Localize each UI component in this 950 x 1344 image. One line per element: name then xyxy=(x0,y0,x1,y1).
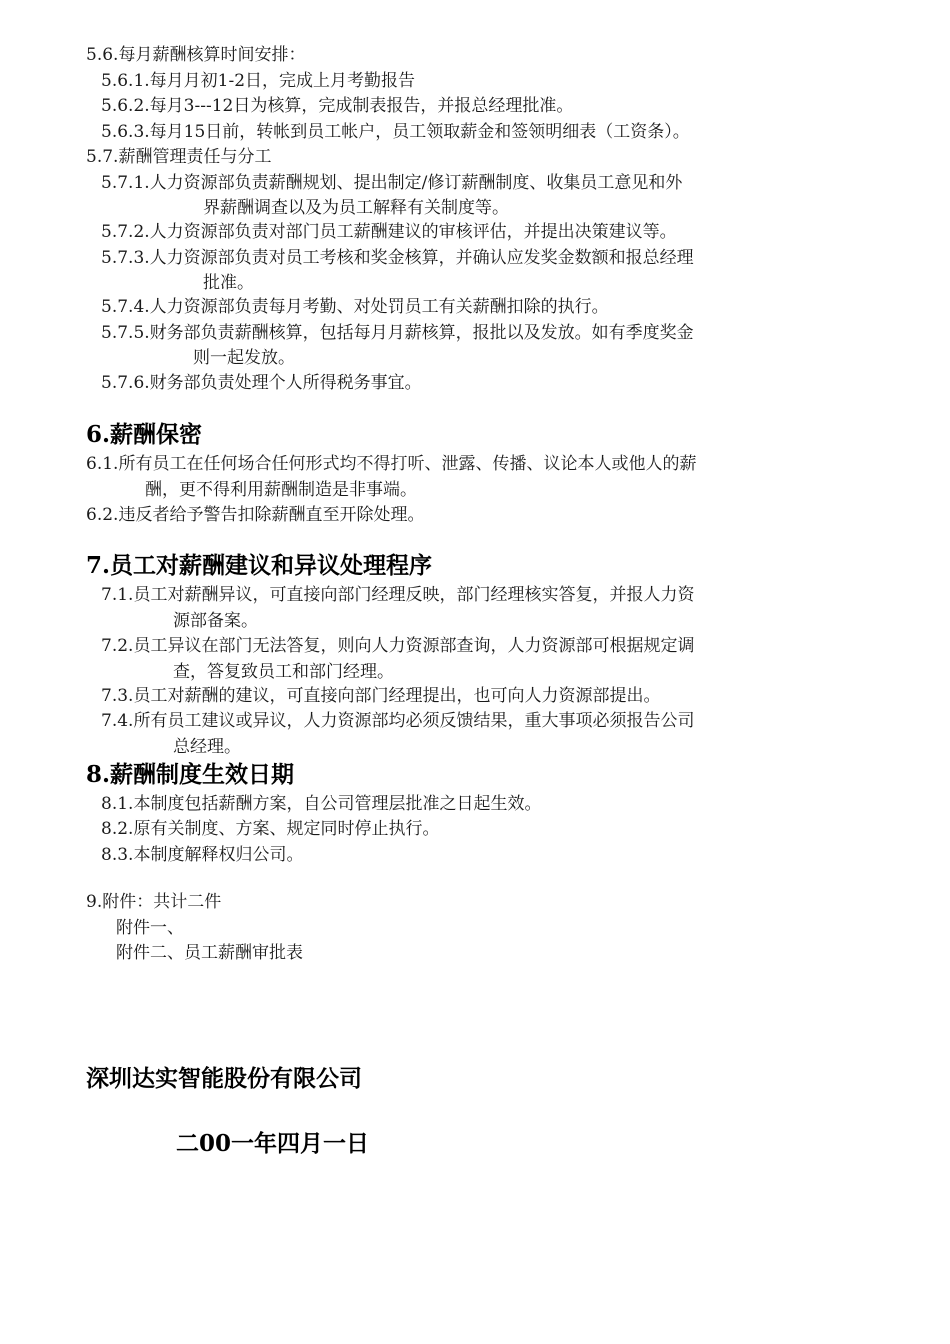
clause-5-7-2: 5.7.2.人力资源部负责对部门员工薪酬建议的审核评估，并提出决策建议等。 xyxy=(101,222,677,242)
clause-5-6: 5.6.每月薪酬核算时间安排： xyxy=(86,45,306,65)
clause-5-7-6: 5.7.6.财务部负责处理个人所得税务事宜。 xyxy=(101,373,422,393)
company-name: 深圳达实智能股份有限公司 xyxy=(86,1065,362,1092)
clause-6-1: 6.1.所有员工在任何场合任何形式均不得打听、泄露、传播、议论本人或他人的薪 xyxy=(86,454,697,474)
clause-6-1-cont: 酬，更不得利用薪酬制造是非事端。 xyxy=(145,480,417,500)
clause-5-7-3-cont: 批准。 xyxy=(203,273,254,293)
clause-5-7-3: 5.7.3.人力资源部负责对员工考核和奖金核算，并确认应发奖金数额和报总经理 xyxy=(101,248,694,268)
clause-5-6-3: 5.6.3.每月15日前，转帐到员工帐户，员工领取薪金和签领明细表（工资条）。 xyxy=(101,122,690,142)
clause-7-1: 7.1.员工对薪酬异议，可直接向部门经理反映，部门经理核实答复，并报人力资 xyxy=(101,585,695,605)
clause-5-6-2: 5.6.2.每月3---12日为核算，完成制表报告，并报总经理批准。 xyxy=(101,96,574,116)
clause-5-7-1: 5.7.1.人力资源部负责薪酬规划、提出制定/修订薪酬制度、收集员工意见和外 xyxy=(101,173,683,193)
clause-7-4-cont: 总经理。 xyxy=(173,737,241,757)
attachments-title: 9.附件：共计二件 xyxy=(86,892,222,912)
attachment-1: 附件一、 xyxy=(116,918,184,938)
clause-7-1-cont: 源部备案。 xyxy=(173,611,258,631)
clause-5-7-1-cont: 界薪酬调查以及为员工解释有关制度等。 xyxy=(203,198,509,218)
section-8-heading: 8.薪酬制度生效日期 xyxy=(86,761,295,788)
clause-6-2: 6.2.违反者给予警告扣除薪酬直至开除处理。 xyxy=(86,505,425,525)
clause-5-6-1: 5.6.1.每月月初1-2日，完成上月考勤报告 xyxy=(101,71,416,91)
clause-7-4: 7.4.所有员工建议或异议，人力资源部均必须反馈结果，重大事项必须报告公司 xyxy=(101,711,695,731)
clause-8-2: 8.2.原有关制度、方案、规定同时停止执行。 xyxy=(101,819,440,839)
clause-5-7-4: 5.7.4.人力资源部负责每月考勤、对处罚员工有关薪酬扣除的执行。 xyxy=(101,297,609,317)
section-6-heading: 6.薪酬保密 xyxy=(86,421,203,448)
clause-5-7-5: 5.7.5.财务部负责薪酬核算，包括每月月薪核算，报批以及发放。如有季度奖金 xyxy=(101,323,694,343)
clause-7-2: 7.2.员工异议在部门无法答复，则向人力资源部查询，人力资源部可根据规定调 xyxy=(101,636,695,656)
clause-8-3: 8.3.本制度解释权归公司。 xyxy=(101,845,304,865)
attachment-2: 附件二、员工薪酬审批表 xyxy=(116,943,303,963)
clause-7-3: 7.3.员工对薪酬的建议，可直接向部门经理提出，也可向人力资源部提出。 xyxy=(101,686,661,706)
clause-5-7: 5.7.薪酬管理责任与分工 xyxy=(86,147,272,167)
clause-7-2-cont: 查，答复致员工和部门经理。 xyxy=(173,662,394,682)
clause-5-7-5-cont: 则一起发放。 xyxy=(193,348,295,368)
section-7-heading: 7.员工对薪酬建议和异议处理程序 xyxy=(86,552,433,579)
clause-8-1: 8.1.本制度包括薪酬方案，自公司管理层批准之日起生效。 xyxy=(101,794,542,814)
issue-date: 二00一年四月一日 xyxy=(176,1130,370,1157)
